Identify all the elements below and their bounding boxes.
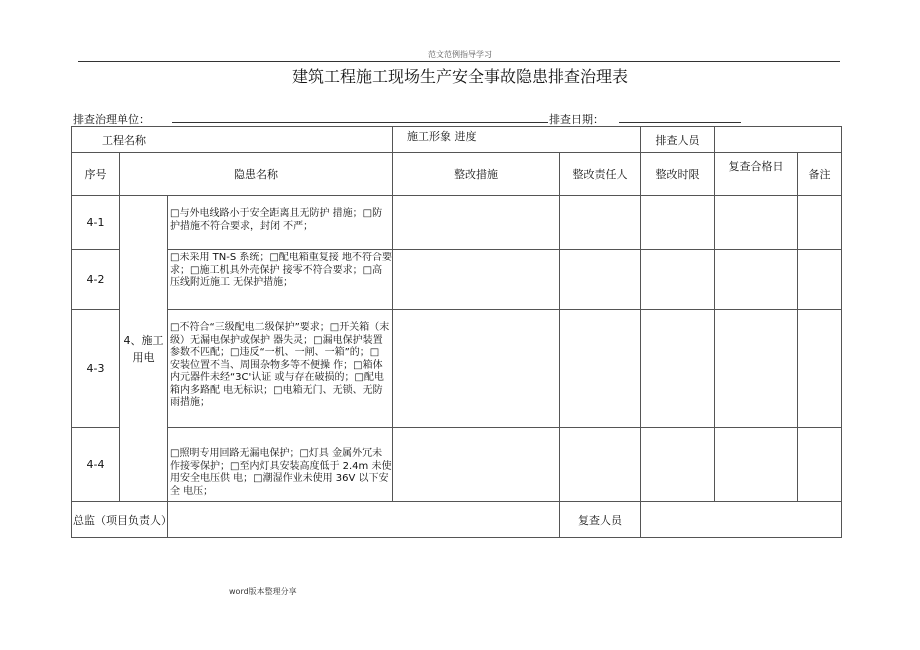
signoff-row [72,502,842,538]
row-measures[interactable] [393,196,560,250]
row-remark[interactable] [798,310,842,428]
inspector-label: 排查人员 [641,127,715,153]
date-underline[interactable] [619,122,741,123]
date-label: 排查日期： [549,113,604,126]
category-cell: 4、施工 用电 [120,196,168,502]
row-review-ok[interactable] [715,196,798,250]
row-remark[interactable] [798,250,842,310]
row-seq: 4-2 [72,250,120,310]
row-hazard-text: □不符合“三级配电二级保护”要求；□开关箱（末级）无漏电保护或保护 器失灵；□漏电保护装置参数不匹配；□违反“一机、一闸、一箱”的；□ 安装位置不当、周围杂物多等不便操 作；□箱体内元器件未经“3C'认证 或与存在破损的；□配电箱内多路配 电无标识；□电箱无门、无锁、无防 雨措施； [170,322,390,408]
row-hazard [168,310,393,428]
table-row [72,310,842,428]
row-review-ok[interactable] [715,310,798,428]
inspector-value[interactable] [715,127,842,153]
column-header-row [72,153,842,196]
row-hazard [168,250,393,310]
col-measures: 整改措施 [393,153,560,196]
row-seq: 4-1 [72,196,120,250]
unit-label: 排查治理单位： [73,113,150,126]
supervisor-value[interactable] [168,502,560,538]
row-remark[interactable] [798,196,842,250]
row-time[interactable] [641,310,715,428]
reviewer-value[interactable] [641,502,842,538]
col-remark: 备注 [798,153,842,196]
row-seq: 4-3 [72,310,120,428]
page-title: 建筑工程施工现场生产安全事故隐患排查治理表 [291,67,628,86]
progress-label: 施工形象 进度 [393,127,641,153]
header-rule [78,61,840,62]
row-hazard-text: □未采用 TN-S 系统；□配电箱重复接 地不符合要求；□施工机具外壳保护 接零不符合要求；□高压线附近施工 无保护措施； [170,252,392,288]
row-measures[interactable] [393,310,560,428]
row-responsible[interactable] [560,428,641,502]
row-review-ok[interactable] [715,250,798,310]
col-responsible: 整改责任人 [560,153,641,196]
row-time[interactable] [641,196,715,250]
row-hazard-text: □与外电线路小于安全距离且无防护 措施；□防护措施不符合要求，封闭 不严； [170,208,383,232]
unit-underline[interactable] [172,122,548,123]
col-review-ok: 复查合格日 [715,153,798,196]
row-hazard [168,428,393,502]
row-responsible[interactable] [560,250,641,310]
hazard-table [71,126,842,538]
table-row [72,196,842,250]
footer-note: word版本整理分享 [229,587,297,596]
table-row [72,250,842,310]
project-row [72,127,842,153]
row-review-ok[interactable] [715,428,798,502]
row-hazard-text: □照明专用回路无漏电保护；□灯具 金属外冗未作接零保护；□至内灯具安装高度低于 2.4m 未使用安全电压供 电；□潮湿作业未使用 36V 以下安全 电压； [170,448,392,497]
row-seq: 4-4 [72,428,120,502]
col-seq: 序号 [72,153,120,196]
row-time[interactable] [641,250,715,310]
table-row [72,428,842,502]
supervisor-label: 总监（项目负责人） [72,502,168,538]
col-hazard: 隐患名称 [120,153,393,196]
row-time[interactable] [641,428,715,502]
col-time: 整改时限 [641,153,715,196]
row-remark[interactable] [798,428,842,502]
row-measures[interactable] [393,250,560,310]
row-responsible[interactable] [560,196,641,250]
reviewer-label: 复查人员 [560,502,641,538]
project-name-label: 工程名称 [72,127,393,153]
header-note: 范文范例指导学习 [428,50,492,59]
row-responsible[interactable] [560,310,641,428]
row-measures[interactable] [393,428,560,502]
row-hazard [168,196,393,250]
